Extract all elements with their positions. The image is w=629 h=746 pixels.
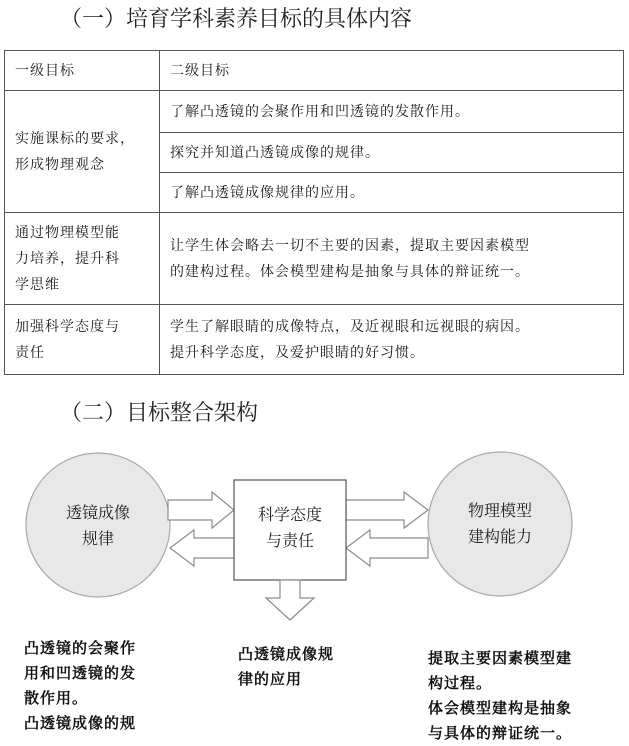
left-circle-label-line-2: 规律 — [81, 529, 115, 548]
note-line: 凸透镜的会聚作 — [24, 639, 137, 657]
level-2-goal-line: 了解凸透镜的会聚作用和凹透镜的发散作用。 — [170, 103, 470, 120]
center-box-label-line-1: 科学态度 — [257, 505, 323, 524]
level-1-goal-2 — [5, 213, 160, 305]
note-line: 凸透镜成像的规 — [24, 714, 137, 732]
level-1-goal-line: 形成物理观念 — [15, 156, 105, 173]
left-circle — [26, 453, 170, 597]
arrow-down-icon — [266, 580, 314, 620]
level-2-goal — [160, 173, 624, 213]
level-2-goal-line: 的建构过程。体会模型建构是抽象与具体的辩证统一。 — [170, 263, 530, 280]
arrow-left-icon — [346, 530, 428, 566]
right-circle-label-line-1: 物理模型 — [467, 501, 533, 520]
goals-table — [4, 50, 624, 375]
level-2-goal — [160, 133, 624, 173]
note-line: 散作用。 — [24, 689, 89, 707]
note-left — [24, 636, 136, 736]
header-level-2: 二级目标 — [160, 51, 624, 91]
level-2-goal-line: 学生了解眼睛的成像特点，及近视眼和远视眼的病因。 — [170, 318, 530, 335]
note-right — [428, 646, 572, 746]
table-header-row — [5, 51, 624, 91]
level-1-goal-line: 实施课标的要求， — [15, 130, 135, 147]
arrow-left-icon — [170, 530, 234, 566]
note-line: 用和凹透镜的发 — [24, 664, 137, 682]
table-row — [5, 305, 624, 375]
right-circle — [428, 452, 572, 596]
note-line: 律的应用 — [238, 670, 303, 688]
level-1-goal-1 — [5, 91, 160, 213]
right-circle-label-line-2: 建构能力 — [467, 527, 533, 546]
level-2-goal-line: 了解凸透镜成像规律的应用。 — [170, 184, 365, 201]
note-line: 体会模型建构是抽象 — [428, 699, 573, 717]
table-row — [5, 213, 624, 305]
level-1-goal-line: 力培养，提升科 — [15, 250, 120, 267]
note-line: 凸透镜成像规 — [238, 645, 335, 663]
goal-integration-diagram — [0, 440, 629, 630]
level-2-goal — [160, 91, 624, 133]
arrow-right-icon — [168, 492, 234, 528]
level-1-goal-3 — [5, 305, 160, 375]
left-circle-label-line-1: 透镜成像 — [65, 503, 131, 522]
level-2-goal-line: 让学生体会略去一切不主要的因素，提取主要因素模型 — [170, 237, 530, 254]
note-line: 与具体的辩证统一。 — [428, 724, 573, 742]
note-line: 提取主要因素模型建 — [428, 649, 573, 667]
level-1-goal-line: 加强科学态度与 — [15, 318, 120, 335]
note-line: 构过程。 — [428, 674, 493, 692]
table-row — [5, 91, 624, 133]
level-1-goal-line: 通过物理模型能 — [15, 224, 120, 241]
level-2-goal-line: 提升科学态度，及爱护眼睛的好习惯。 — [170, 344, 425, 361]
note-middle — [238, 642, 334, 692]
level-1-goal-line: 学思维 — [15, 276, 60, 293]
header-level-1: 一级目标 — [5, 51, 160, 91]
level-2-goal — [160, 213, 624, 305]
level-2-goal — [160, 305, 624, 375]
section-1-heading: （一）培育学科素养目标的具体内容 — [60, 7, 413, 32]
center-box-label-line-2: 与责任 — [265, 531, 315, 550]
level-1-goal-line: 责任 — [15, 344, 45, 361]
center-box — [234, 480, 346, 580]
arrow-right-icon — [346, 492, 428, 528]
level-2-goal-line: 探究并知道凸透镜成像的规律。 — [170, 144, 380, 161]
section-2-heading: （二）目标整合架构 — [60, 401, 259, 426]
